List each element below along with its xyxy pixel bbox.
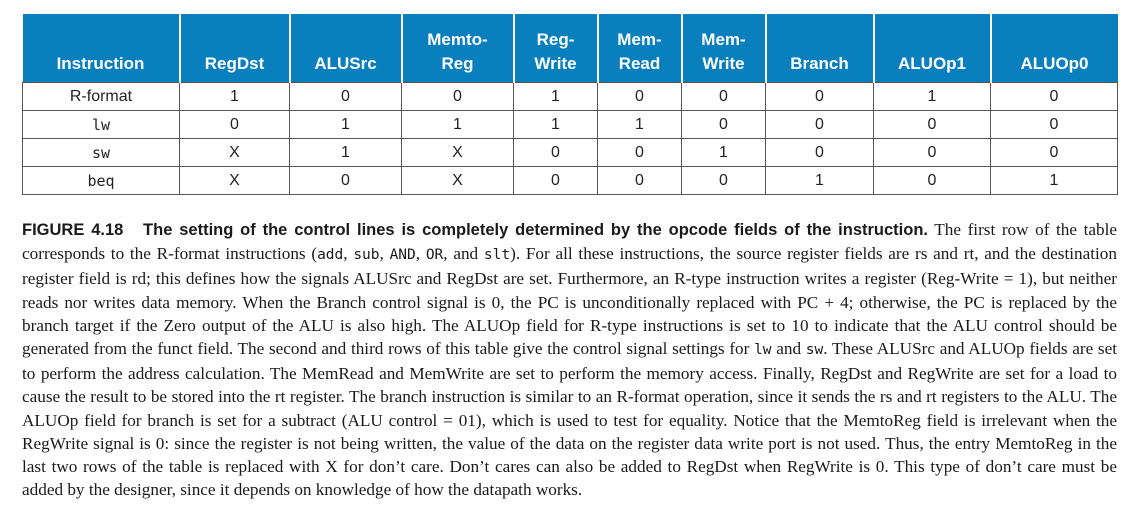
figure-label: FIGURE 4.18 xyxy=(22,221,124,239)
column-header-line: ALUOp1 xyxy=(898,54,966,73)
control-value-cell: 1 xyxy=(290,139,402,167)
column-header-line: Read xyxy=(618,54,661,73)
column-header xyxy=(514,14,598,83)
column-header xyxy=(682,14,766,83)
caption-text: The first row of the table corresponds to the R-format instructions ( xyxy=(22,220,1117,264)
control-value-cell: 0 xyxy=(874,167,991,195)
instruction-cell: R-format xyxy=(23,83,180,111)
control-lines-table-container xyxy=(22,14,1117,195)
control-value-cell: 0 xyxy=(991,111,1118,139)
control-value-cell: X xyxy=(180,167,290,195)
control-value-cell: 0 xyxy=(514,167,598,195)
figure-caption xyxy=(22,218,1117,501)
control-value-cell: 0 xyxy=(991,83,1118,111)
control-value-cell: 1 xyxy=(874,83,991,111)
control-value-cell: 0 xyxy=(180,111,290,139)
code-slt: slt xyxy=(483,247,511,264)
table-body xyxy=(23,83,1118,195)
column-header-line: RegDst xyxy=(204,54,265,73)
control-value-cell: 1 xyxy=(514,83,598,111)
column-header-line: Mem- xyxy=(701,30,746,49)
column-header xyxy=(402,14,514,83)
column-header xyxy=(874,14,991,83)
control-value-cell: 1 xyxy=(402,111,514,139)
instruction-cell: lw xyxy=(23,111,180,139)
column-header-line: Write xyxy=(534,54,577,73)
control-value-cell: 0 xyxy=(598,139,682,167)
column-header xyxy=(766,14,874,83)
column-header-line: Reg xyxy=(441,54,474,73)
table-row xyxy=(23,139,1118,167)
control-value-cell: 1 xyxy=(598,111,682,139)
control-value-cell: 0 xyxy=(766,139,874,167)
control-value-cell: X xyxy=(180,139,290,167)
control-value-cell: 0 xyxy=(598,83,682,111)
column-header xyxy=(598,14,682,83)
table-row xyxy=(23,167,1118,195)
code-sub: sub xyxy=(353,247,380,264)
control-value-cell: 0 xyxy=(874,111,991,139)
control-value-cell: 0 xyxy=(290,167,402,195)
column-header-line: Reg- xyxy=(536,30,575,49)
control-value-cell: 0 xyxy=(682,167,766,195)
instruction-cell: sw xyxy=(23,139,180,167)
code-add: add xyxy=(317,247,344,264)
control-value-cell: 1 xyxy=(991,167,1118,195)
control-value-cell: 0 xyxy=(682,83,766,111)
control-value-cell: 0 xyxy=(290,83,402,111)
caption-text: ). For all these instructions, the source register fields are rs and rt, and the destination register field is rd; this defines how the signals ALUSrc and RegDst are set. Furthermore, an R-type instruction writes a register (Reg-Write = 1), but neither reads nor writes data memory. When the Branch control signal is 0, the PC is unconditionally replaced with PC + 4; otherwise, the PC is replaced by the branch target if the Zero output of the ALU is also high. The ALUOp field for R-type instructions is set to 10 to indicate that the ALU control should be generated from the funct field. The second and third rows of this table give the control signal settings for xyxy=(22,244,1117,359)
control-value-cell: 1 xyxy=(766,167,874,195)
control-value-cell: 1 xyxy=(682,139,766,167)
column-header-line: Instruction xyxy=(56,54,145,73)
column-header-line: Write xyxy=(702,54,745,73)
caption-sep: , and xyxy=(443,244,484,264)
control-value-cell: X xyxy=(402,139,514,167)
column-header-line: ALUSrc xyxy=(314,54,377,73)
table-header-row xyxy=(23,14,1118,83)
caption-sep: , xyxy=(379,244,390,264)
code-and: AND xyxy=(389,247,416,264)
column-header xyxy=(991,14,1118,83)
column-header xyxy=(180,14,290,83)
code-lw: lw xyxy=(754,342,772,359)
column-header-line: Memto- xyxy=(427,30,488,49)
code-or: OR xyxy=(425,247,444,264)
figure-title: The setting of the control lines is completely determined by the opcode fields of the instruction. xyxy=(143,221,929,239)
code-sw: sw xyxy=(805,342,824,359)
caption-sep: , xyxy=(343,244,354,264)
control-value-cell: 0 xyxy=(682,111,766,139)
control-value-cell: 0 xyxy=(874,139,991,167)
caption-sep: , xyxy=(415,244,426,264)
caption-text: . These ALUSrc and ALUOp fields are set to perform the address calculation. The MemRead and MemWrite are set to perform the memory access. Finally, RegDst and RegWrite are set for a load to cause the result to be stored into the rt register. The branch instruction is similar to an R-format operation, since it sends the rs and rt registers to the ALU. The ALUOp field for branch is set for a subtract (ALU control = 01), which is used to test for equality. Notice that the MemtoReg field is irrelevant when the RegWrite signal is 0: since the register is not being written, the value of the data on the register data write port is not used. Thus, the entry MemtoReg in the last two rows of the table is replaced with X for don’t care. Don’t cares can also be added to RegDst when RegWrite is 0. This type of don’t care must be added by the designer, since it depends on knowledge of how the datapath works. xyxy=(22,339,1117,500)
instruction-cell: beq xyxy=(23,167,180,195)
control-value-cell: 0 xyxy=(402,83,514,111)
caption-sep: and xyxy=(771,339,806,359)
control-value-cell: 0 xyxy=(598,167,682,195)
column-header-line: Branch xyxy=(790,54,849,73)
control-value-cell: X xyxy=(402,167,514,195)
control-value-cell: 1 xyxy=(180,83,290,111)
column-header xyxy=(290,14,402,83)
control-value-cell: 0 xyxy=(514,139,598,167)
table-row xyxy=(23,83,1118,111)
control-lines-table xyxy=(22,14,1118,195)
column-header-line: Mem- xyxy=(617,30,662,49)
control-value-cell: 1 xyxy=(290,111,402,139)
control-value-cell: 0 xyxy=(766,111,874,139)
control-value-cell: 0 xyxy=(766,83,874,111)
table-row xyxy=(23,111,1118,139)
control-value-cell: 0 xyxy=(991,139,1118,167)
column-header-line: ALUOp0 xyxy=(1020,54,1089,73)
column-header xyxy=(23,14,180,83)
control-value-cell: 1 xyxy=(514,111,598,139)
